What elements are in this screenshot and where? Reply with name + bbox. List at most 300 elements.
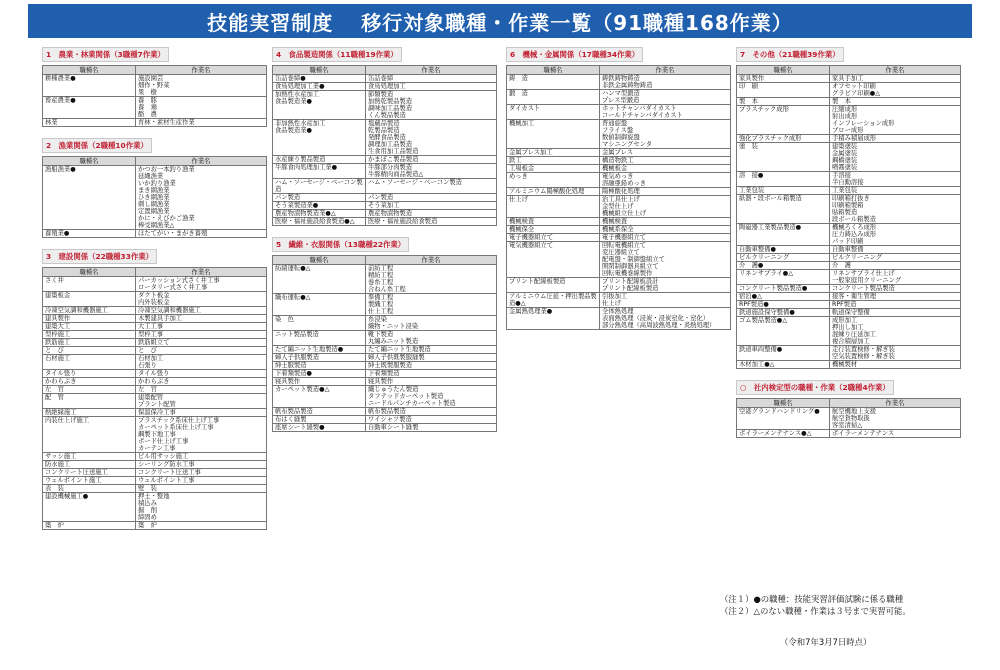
table-row	[507, 226, 731, 234]
table-row	[43, 347, 267, 355]
work-cell	[136, 394, 267, 409]
occupation-cell	[737, 309, 830, 317]
work-cell	[136, 230, 267, 238]
occupation-name: 布はく縫製	[275, 416, 307, 423]
work-cell	[136, 522, 267, 530]
work-cell	[136, 493, 267, 522]
occupation-name: 金属プレス加工	[509, 149, 553, 156]
table-row	[43, 315, 267, 323]
work-names: 帆布製品製造	[368, 408, 406, 415]
work-names: 製 本	[832, 98, 851, 105]
work-cell	[366, 75, 497, 83]
table-header-row	[43, 66, 267, 75]
occupation-cell	[273, 424, 366, 432]
work-names: 冷凍空気調和機器施工	[138, 307, 201, 314]
work-cell	[600, 173, 731, 188]
table-row	[273, 424, 497, 432]
occupation-cell	[273, 370, 366, 378]
occupation-name: めっき	[509, 173, 528, 180]
column-4	[736, 42, 961, 444]
occupation-name: と び	[45, 347, 64, 354]
occupation-cell	[737, 143, 830, 172]
work-names: リネンサプライ仕上げ 一般家庭用クリーニング	[832, 270, 902, 284]
work-cell	[366, 386, 497, 408]
work-names: 建築配管 プラント配管	[138, 394, 176, 408]
work-cell	[830, 246, 961, 254]
work-names: 自動車シート縫製	[368, 424, 419, 431]
occupation-cell	[43, 522, 136, 530]
work-cell	[136, 277, 267, 292]
occupation-cell	[273, 408, 366, 416]
work-names: 築 炉	[138, 522, 157, 529]
occupation-name: ビルクリーニング	[739, 254, 790, 261]
occupation-name: 食鳥処理加工業●	[275, 83, 325, 90]
occupation-name: 林業	[45, 119, 58, 126]
table-row	[273, 316, 497, 331]
section-heading: 3 建設関係（22職種33作業）	[42, 249, 157, 264]
title-right: 移行対象職種・作業一覧（91職種168作業）	[361, 10, 793, 35]
work-cell	[136, 307, 267, 315]
work-cell	[600, 278, 731, 293]
occupation-cell	[737, 301, 830, 309]
table-row	[737, 246, 961, 254]
occupation-name: 座席シート縫製●	[275, 424, 325, 431]
work-cell	[136, 97, 267, 119]
table-row	[43, 355, 267, 370]
occupation-cell	[507, 242, 600, 278]
header-work: 作業名	[830, 66, 961, 75]
work-names: 普通旋盤 フライス盤 数値制御旋盤 マシニングセンタ	[602, 120, 652, 148]
section-heading: 5 繊維・衣服関係（13職種22作業）	[272, 237, 409, 252]
table-row	[737, 98, 961, 106]
table-row	[507, 90, 731, 105]
occupation-name: カーペット製造●△	[275, 386, 330, 393]
work-names: 接客・衛生管理	[832, 293, 877, 300]
work-cell	[830, 270, 961, 285]
table-row	[737, 270, 961, 285]
work-cell	[136, 355, 267, 370]
table-row	[43, 417, 267, 453]
work-cell	[366, 164, 497, 179]
section-heading: 7 その他（21職種39作業）	[736, 47, 844, 62]
occupation-name: 畜産農業●	[45, 97, 76, 104]
occupation-cell	[737, 293, 830, 301]
work-cell	[830, 224, 961, 246]
work-names: ダクト板金 内外装板金	[138, 292, 170, 306]
work-cell	[600, 105, 731, 120]
occupation-cell	[737, 224, 830, 246]
work-cell	[136, 461, 267, 469]
table-row	[507, 218, 731, 226]
occupation-name: タイル張り	[45, 370, 77, 377]
work-cell	[600, 196, 731, 218]
table-row	[273, 83, 497, 91]
table-row	[43, 394, 267, 409]
occupation-cell	[43, 292, 136, 307]
work-cell	[366, 156, 497, 164]
occupation-cell	[507, 165, 600, 173]
work-cell	[136, 323, 267, 331]
occupation-name: 塗 装	[739, 143, 758, 150]
occupation-name: 医療・福祉施設給食製造●△	[275, 218, 355, 225]
occupation-name: 石材施工	[45, 355, 71, 362]
work-cell	[136, 370, 267, 378]
occupation-cell	[507, 149, 600, 157]
work-names: 電気めっき 溶融亜鉛めっき	[602, 173, 647, 187]
work-names: パーカッション式さく井工事 ロータリー式さく井工事	[138, 277, 220, 291]
work-cell	[830, 408, 961, 430]
work-cell	[366, 202, 497, 210]
work-names: 鉄筋組立て	[138, 339, 170, 346]
table-row	[273, 370, 497, 378]
table-row	[737, 346, 961, 361]
header-work: 作業名	[600, 66, 731, 75]
occupation-cell	[273, 265, 366, 294]
work-cell	[600, 234, 731, 242]
occupation-cell	[273, 316, 366, 331]
work-names: 農産物漬物製造	[368, 210, 413, 217]
work-names: 節類製造 加熱乾製品製造 調味加工品製造 くん製品製造	[368, 91, 413, 119]
occupation-table	[42, 156, 267, 238]
table-row	[273, 354, 497, 362]
work-cell	[366, 179, 497, 194]
occupation-cell	[507, 196, 600, 218]
occupation-cell	[507, 278, 600, 293]
work-cell	[366, 83, 497, 91]
table-row	[273, 179, 497, 194]
work-names: プラスチック系床仕上げ工事 カーペット系床仕上げ工事 鋼製下地工事 ボード仕上げ工事 カーテン工事	[138, 417, 220, 452]
occupation-name: 機械検査	[509, 218, 535, 225]
occupation-name: ウェルポイント施工	[45, 477, 102, 484]
table-header-row	[507, 66, 731, 75]
work-cell	[830, 301, 961, 309]
occupation-cell	[507, 218, 600, 226]
work-names: ハム・ソーセージ・ベーコン製造	[368, 179, 462, 186]
work-names: パン製造	[368, 194, 394, 201]
work-cell	[366, 120, 497, 156]
occupation-cell	[737, 75, 830, 83]
occupation-name: 農産物漬物製造業●△	[275, 210, 336, 217]
occupation-name: ゴム製品製造●△	[739, 317, 788, 324]
table-row	[273, 265, 497, 294]
occupation-cell	[737, 361, 830, 369]
work-cell	[830, 346, 961, 361]
work-names: ハンマ型鍛造 プレス型鍛造	[602, 90, 640, 104]
work-cell	[830, 309, 961, 317]
occupation-cell	[43, 230, 136, 238]
table-header-row	[43, 157, 267, 166]
occupation-name: RPF製造●	[739, 301, 769, 308]
occupation-name: さく井	[45, 277, 64, 284]
occupation-name: 溶 接●	[739, 172, 764, 179]
section-heading: ○ 社内検定型の職種・作業（2職種4作業）	[736, 380, 894, 395]
occupation-cell	[737, 187, 830, 195]
column-1	[42, 42, 267, 536]
occupation-name: 建具製作	[45, 315, 71, 322]
work-cell	[366, 91, 497, 120]
table-row	[737, 143, 961, 172]
header-work: 作業名	[136, 66, 267, 75]
work-names: 圧縮成形 射出成形 インフレーション成形 ブロー成形	[832, 106, 895, 134]
header-occupation: 職種名	[737, 399, 830, 408]
as-of-date: （令和7年3月7日時点）	[780, 637, 872, 647]
work-cell	[830, 361, 961, 369]
work-names: 大工工事	[138, 323, 164, 330]
work-names: ホットチャンバダイカスト コールドチャンバダイカスト	[602, 105, 683, 119]
work-names: 紳士既製服製造	[368, 362, 413, 369]
column-2	[272, 42, 497, 438]
work-cell	[830, 172, 961, 187]
table-row	[737, 285, 961, 293]
work-cell	[830, 262, 961, 270]
table-row	[43, 331, 267, 339]
occupation-cell	[737, 262, 830, 270]
occupation-table	[736, 398, 961, 438]
header-work: 作業名	[366, 66, 497, 75]
occupation-name: 建築板金	[45, 292, 71, 299]
occupation-name: 配 管	[45, 394, 64, 401]
work-cell	[600, 75, 731, 90]
occupation-cell	[273, 75, 366, 83]
occupation-cell	[737, 83, 830, 98]
table-row	[43, 277, 267, 292]
table-row	[273, 156, 497, 164]
occupation-name: そう菜製造業●	[275, 202, 319, 209]
work-cell	[136, 331, 267, 339]
work-cell	[136, 75, 267, 97]
header-occupation: 職種名	[507, 66, 600, 75]
work-names: 工業包装	[832, 187, 858, 194]
occupation-cell	[737, 430, 830, 438]
work-names: 機械検査	[602, 218, 628, 225]
occupation-name: 水産練り製品製造	[275, 156, 326, 163]
work-cell	[830, 285, 961, 293]
table-row	[43, 119, 267, 127]
work-cell	[366, 370, 497, 378]
table-row	[507, 242, 731, 278]
occupation-cell	[507, 90, 600, 105]
occupation-cell	[43, 417, 136, 453]
work-names: ビルクリーニング	[832, 254, 883, 261]
work-names: 木製建具手加工	[138, 315, 183, 322]
occupation-name: 加熱性水産加工 食品製造業●	[275, 91, 320, 105]
occupation-cell	[737, 254, 830, 262]
occupation-name: 鋳 造	[509, 75, 528, 82]
work-cell	[366, 354, 497, 362]
work-names: 走行装置検修・解ぎ装 空気装置検修・解ぎ装	[832, 346, 895, 360]
occupation-cell	[507, 157, 600, 165]
occupation-cell	[737, 246, 830, 254]
table-row	[737, 106, 961, 135]
occupation-name: ダイカスト	[509, 105, 541, 112]
work-cell	[136, 339, 267, 347]
table-row	[737, 195, 961, 224]
occupation-cell	[737, 317, 830, 346]
table-row	[737, 187, 961, 195]
work-names: 織じゅうたん製造 タフテッドカーペット製造 ニードルパンチカーペット製造	[368, 386, 456, 407]
occupation-cell	[507, 234, 600, 242]
header-occupation: 職種名	[43, 268, 136, 277]
occupation-cell	[737, 285, 830, 293]
occupation-name: 築 炉	[45, 522, 64, 529]
table-row	[273, 164, 497, 179]
occupation-cell	[43, 315, 136, 323]
work-cell	[366, 408, 497, 416]
table-row	[737, 309, 961, 317]
table-row	[273, 202, 497, 210]
occupation-table	[42, 65, 267, 127]
work-names: 自動車整備	[832, 246, 864, 253]
table-row	[737, 254, 961, 262]
occupation-cell	[737, 98, 830, 106]
occupation-cell	[273, 331, 366, 346]
work-cell	[366, 362, 497, 370]
table-row	[273, 346, 497, 354]
work-names: 施設園芸 畑作・野菜 果 樹	[138, 75, 170, 96]
work-names: 石材加工 石張り	[138, 355, 164, 369]
work-cell	[366, 416, 497, 424]
occupation-name: 養殖業●	[45, 230, 70, 237]
header-occupation: 職種名	[737, 66, 830, 75]
work-cell	[830, 98, 961, 106]
work-names: 手溶接 半自動溶接	[832, 172, 864, 186]
table-row	[737, 293, 961, 301]
occupation-name: 鉄道施設保守整備●	[739, 309, 795, 316]
section-heading: 2 漁業関係（2職種10作業）	[42, 138, 152, 153]
table-row	[507, 149, 731, 157]
header-work: 作業名	[136, 157, 267, 166]
occupation-cell	[507, 120, 600, 149]
table-row	[273, 386, 497, 408]
table-row	[43, 230, 267, 238]
table-row	[43, 409, 267, 417]
work-names: ワイシャツ製造	[368, 416, 412, 423]
work-cell	[830, 135, 961, 143]
work-names: 靴下製造 丸編みニット製造	[368, 331, 419, 345]
occupation-table	[272, 255, 497, 432]
work-cell	[366, 378, 497, 386]
work-names: タイル張り	[138, 370, 170, 377]
work-cell	[136, 378, 267, 386]
occupation-name: たて編ニット生地製造●	[275, 346, 344, 353]
occupation-cell	[273, 179, 366, 194]
occupation-cell	[737, 172, 830, 187]
occupation-cell	[737, 106, 830, 135]
occupation-name: 家具製作	[739, 75, 765, 82]
work-cell	[600, 293, 731, 308]
work-names: 鋳鉄鋳物鋳造 非鉄金属鋳物鋳造	[602, 75, 653, 89]
occupation-name: かわらぶき	[45, 378, 77, 385]
work-names: 成形加工 押出し加工 混練り圧延加工 複合積層加工	[832, 317, 877, 345]
work-cell	[136, 453, 267, 461]
occupation-cell	[273, 91, 366, 120]
work-names: 左 官	[138, 386, 157, 393]
table-row	[507, 196, 731, 218]
occupation-cell	[507, 173, 600, 188]
work-names: 家具手加工	[832, 75, 864, 82]
occupation-cell	[43, 97, 136, 119]
work-cell	[600, 308, 731, 330]
work-names: 回転電機組立て 変圧器組立て 配電盤・制御盤組立て 開閉制御器具組立て 回転電機巻線製作	[602, 242, 665, 277]
occupation-cell	[507, 293, 600, 308]
table-row	[43, 307, 267, 315]
work-cell	[830, 293, 961, 301]
table-row	[507, 105, 731, 120]
table-row	[737, 172, 961, 187]
header-occupation: 職種名	[43, 157, 136, 166]
work-names: 下着類製造	[368, 370, 400, 377]
occupation-cell	[273, 218, 366, 226]
work-names: かわらぶき	[138, 378, 170, 385]
occupation-name: 染 色	[275, 316, 294, 323]
occupation-name: 工場板金	[509, 165, 535, 172]
table-row	[43, 453, 267, 461]
work-names: 養 豚 養 鶏 酪 農	[138, 97, 157, 118]
occupation-table	[736, 65, 961, 369]
work-names: ビル用サッシ施工	[138, 453, 189, 460]
table-row	[737, 361, 961, 369]
occupation-table	[506, 65, 731, 330]
occupation-name: 金属熱処理業●	[509, 308, 553, 315]
table-header-row	[737, 66, 961, 75]
table-row	[273, 378, 497, 386]
occupation-name: 内装仕上げ施工	[45, 417, 90, 424]
table-row	[507, 165, 731, 173]
occupation-name: 工業包装	[739, 187, 765, 194]
work-cell	[830, 317, 961, 346]
work-names: 準備工程 製織工程 仕上工程	[368, 294, 394, 315]
work-names: 壁 装	[138, 485, 157, 492]
occupation-name: サッシ施工	[45, 453, 77, 460]
work-cell	[600, 90, 731, 105]
occupation-name: 紙器・段ボール箱製造	[739, 195, 802, 202]
work-names: たて編ニット生地製造	[368, 346, 431, 353]
work-names: コンクリート圧送工事	[138, 469, 201, 476]
occupation-cell	[273, 210, 366, 218]
occupation-name: 紡績運転●△	[275, 265, 311, 272]
occupation-table	[42, 267, 267, 530]
work-cell	[366, 265, 497, 294]
header-work: 作業名	[830, 399, 961, 408]
work-cell	[136, 166, 267, 230]
work-names: ボイラーメンテナンス	[832, 430, 895, 437]
header-occupation: 職種名	[273, 66, 366, 75]
table-row	[507, 278, 731, 293]
work-cell	[366, 346, 497, 354]
occupation-cell	[43, 119, 136, 127]
occupation-cell	[737, 135, 830, 143]
table-row	[273, 210, 497, 218]
work-names: プリント配線板設計 プリント配線板製造	[602, 278, 659, 292]
table-header-row	[273, 66, 497, 75]
table-row	[273, 194, 497, 202]
table-row	[737, 317, 961, 346]
occupation-cell	[43, 166, 136, 230]
work-cell	[830, 187, 961, 195]
work-cell	[136, 315, 267, 323]
occupation-cell	[273, 362, 366, 370]
table-row	[43, 166, 267, 230]
note-2: （注２）△のない職種・作業は３号まで実習可能。	[720, 606, 911, 616]
work-cell	[600, 188, 731, 196]
header-occupation: 職種名	[43, 66, 136, 75]
occupation-cell	[273, 194, 366, 202]
occupation-cell	[43, 469, 136, 477]
work-cell	[366, 210, 497, 218]
occupation-cell	[507, 105, 600, 120]
table-header-row	[737, 399, 961, 408]
work-names: 介 護	[832, 262, 851, 269]
